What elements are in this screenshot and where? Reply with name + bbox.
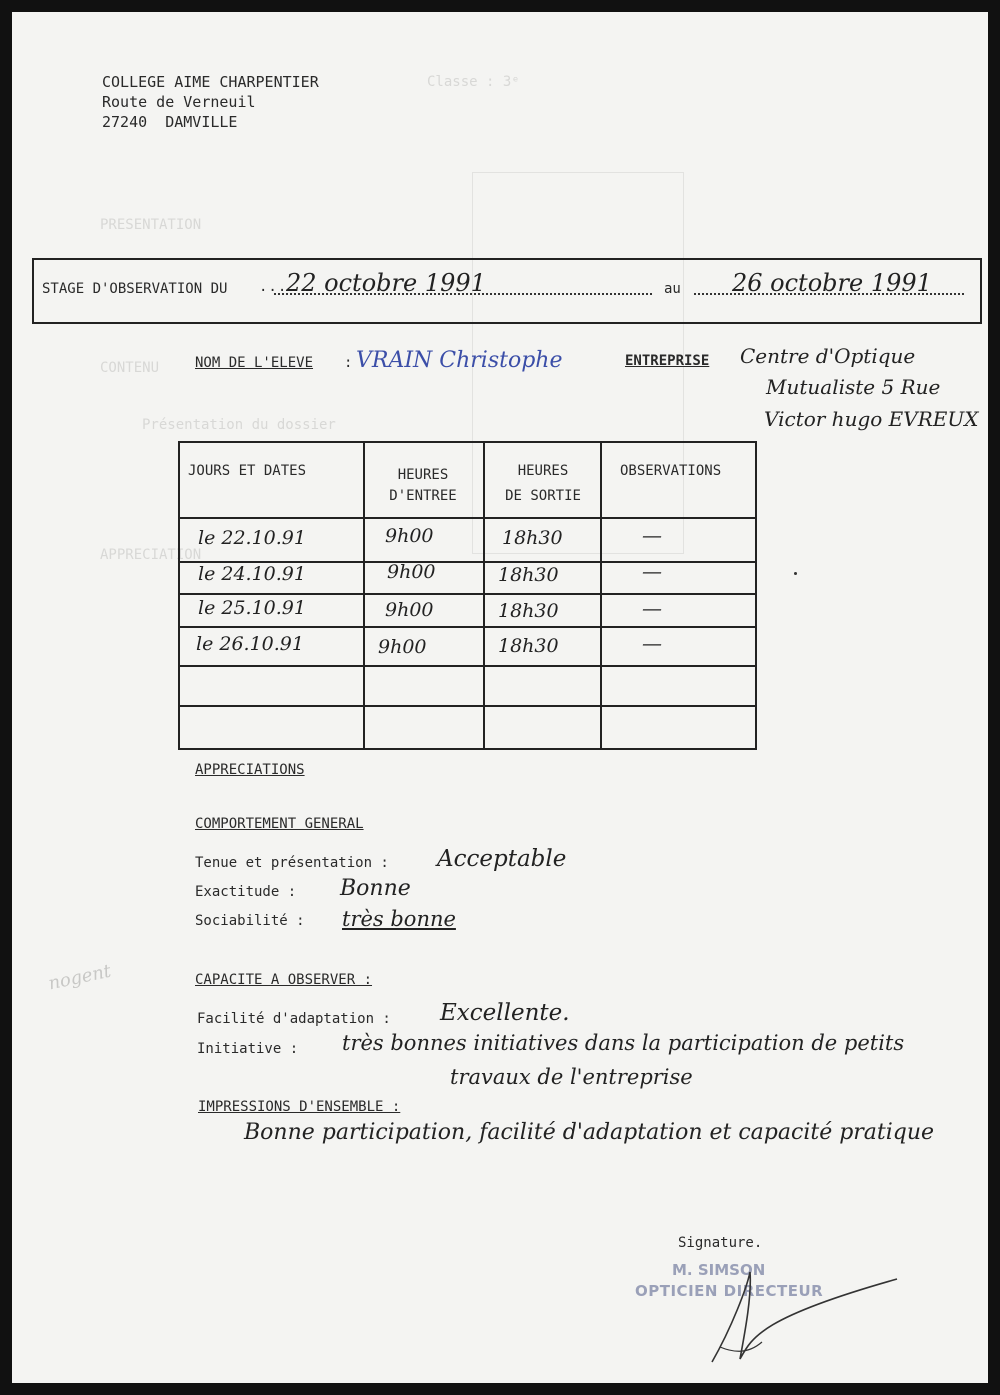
row-2-obs: —	[642, 559, 662, 583]
stage-label: STAGE D'OBSERVATION DU	[42, 281, 228, 297]
row-1-obs: —	[642, 523, 662, 547]
tenue-value: Acceptable	[437, 846, 567, 872]
company-line-1: Centre d'Optique	[740, 344, 916, 368]
table-divider	[363, 443, 365, 748]
student-name: VRAIN Christophe	[356, 348, 563, 373]
row-2-date: le 24.10.91	[198, 563, 306, 585]
stage-band	[32, 258, 982, 324]
appreciations-title: APPRECIATIONS	[195, 762, 305, 778]
handwritten-signature	[692, 1267, 912, 1377]
row-1-out: 18h30	[502, 527, 563, 549]
row-2-out: 18h30	[498, 564, 559, 586]
row-4-obs: —	[642, 631, 662, 655]
behaviour-title: COMPORTEMENT GENERAL	[195, 816, 364, 832]
header-dates: JOURS ET DATES	[188, 463, 307, 479]
sociabilite-value: très bonne	[342, 907, 456, 931]
bleed-through-text: Classe : 3ᵉ	[427, 74, 520, 90]
header-observations: OBSERVATIONS	[620, 463, 722, 479]
stamp-title: OPTICIEN DIRECTEUR	[635, 1282, 824, 1300]
stage-start-dotline	[274, 293, 652, 295]
row-3-date: le 25.10.91	[198, 597, 306, 619]
schedule-table	[178, 441, 757, 750]
document-page	[12, 12, 988, 1383]
exactitude-value: Bonne	[340, 876, 411, 901]
header-exit-line1: HEURES	[517, 463, 569, 479]
table-row-line	[180, 517, 755, 519]
company-label: ENTREPRISE	[625, 353, 710, 369]
row-4-in: 9h00	[378, 636, 427, 658]
school-city: 27240 DAMVILLE	[102, 113, 238, 131]
student-colon: :	[344, 355, 353, 371]
school-street: Route de Verneuil	[102, 93, 256, 111]
margin-note: nogent	[46, 960, 113, 995]
table-row-line	[180, 705, 755, 707]
header-entry-line2: D'ENTREE	[389, 488, 457, 504]
stage-au-label: au	[664, 281, 681, 297]
ink-dot	[794, 572, 797, 575]
bleed-through-text: APPRECIATION	[100, 547, 202, 563]
stage-start-date: 22 octobre 1991	[286, 269, 486, 297]
row-4-date: le 26.10.91	[196, 633, 304, 655]
bleed-through-text: CONTENU	[100, 360, 160, 376]
school-address	[102, 72, 319, 132]
row-4-out: 18h30	[498, 635, 559, 657]
capacity-title: CAPACITE A OBSERVER :	[195, 972, 373, 988]
table-row-line	[180, 665, 755, 667]
exactitude-label: Exactitude :	[195, 884, 297, 900]
row-3-out: 18h30	[498, 600, 559, 622]
header-entry	[388, 463, 458, 488]
initiative-label: Initiative :	[197, 1041, 299, 1057]
table-divider	[483, 443, 485, 748]
student-label: NOM DE L'ELEVE	[195, 355, 314, 371]
impressions-title: IMPRESSIONS D'ENSEMBLE :	[198, 1099, 401, 1115]
stamp-name: M. SIMSON	[672, 1261, 766, 1279]
initiative-value-line-1: très bonnes initiatives dans la participation de petits	[342, 1031, 905, 1055]
initiative-value-line-2: travaux de l'entreprise	[450, 1065, 693, 1089]
table-divider	[600, 443, 602, 748]
table-row-line	[180, 626, 755, 628]
sociabilite-label: Sociabilité :	[195, 913, 305, 929]
stage-dots: ...	[259, 279, 288, 295]
tenue-label: Tenue et présentation :	[195, 855, 389, 871]
stage-end-date: 26 octobre 1991	[732, 269, 932, 297]
table-row-line	[180, 593, 755, 595]
header-entry-line1: HEURES	[397, 467, 449, 483]
signature-label: Signature.	[678, 1235, 763, 1251]
bleed-through-text: PRESENTATION	[100, 217, 202, 233]
row-3-in: 9h00	[385, 599, 434, 621]
facilite-value: Excellente.	[440, 1000, 570, 1026]
row-2-in: 9h00	[387, 561, 436, 583]
row-3-obs: —	[642, 596, 662, 620]
header-exit-line2: DE SORTIE	[505, 488, 581, 504]
company-line-3: Victor hugo EVREUX	[764, 407, 979, 431]
row-1-date: le 22.10.91	[198, 527, 306, 549]
facilite-label: Facilité d'adaptation :	[197, 1011, 391, 1027]
row-1-in: 9h00	[385, 525, 434, 547]
school-name: COLLEGE AIME CHARPENTIER	[102, 73, 319, 91]
company-line-2: Mutualiste 5 Rue	[766, 375, 941, 399]
bleed-through-text: Présentation du dossier	[142, 417, 336, 433]
stage-end-dotline	[694, 293, 964, 295]
impressions-value: Bonne participation, facilité d'adaptation et capacité pratique	[244, 1120, 935, 1145]
